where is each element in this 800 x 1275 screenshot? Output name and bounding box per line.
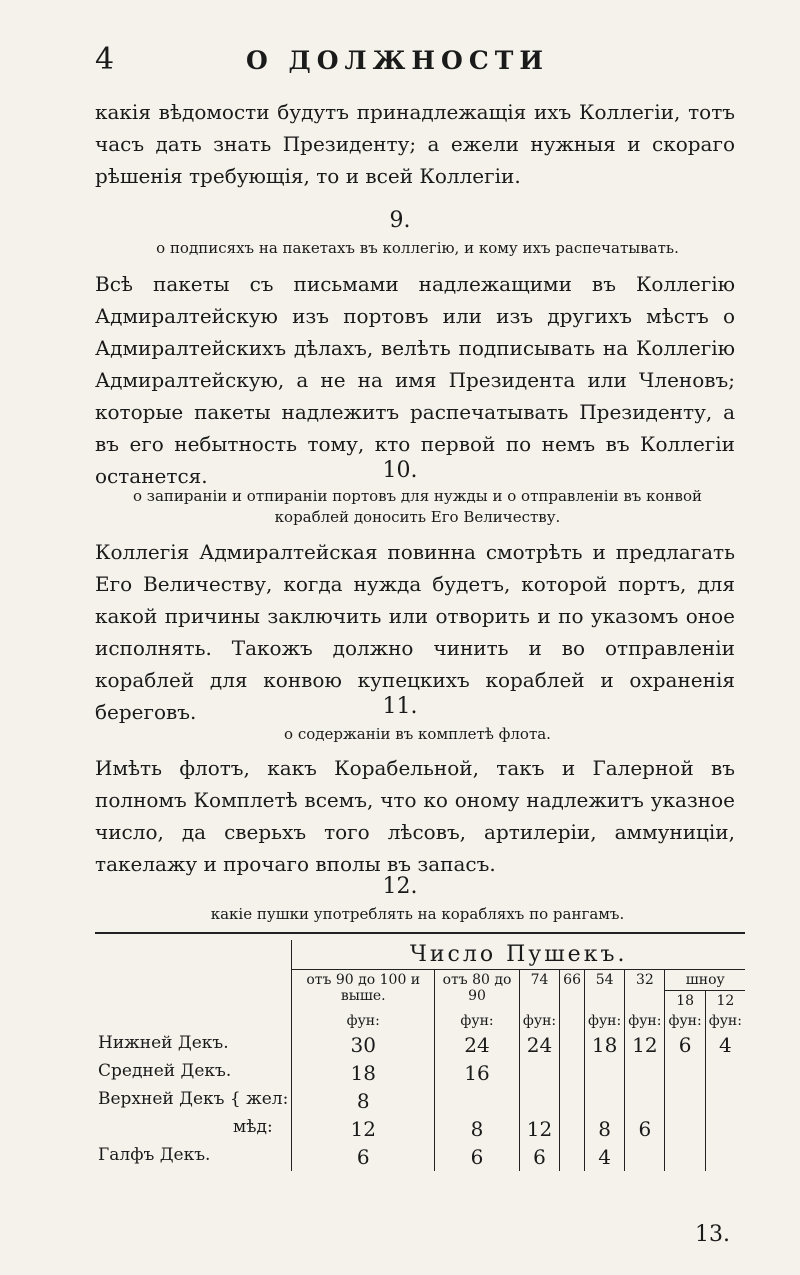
table-row (95, 1031, 745, 1059)
unit-label: фун: (435, 1011, 520, 1031)
guns-table (95, 940, 745, 1171)
unit-label: фун: (705, 1011, 745, 1031)
table-cell: 8 (292, 1087, 435, 1115)
table-cell: 6 (665, 1031, 705, 1059)
table-cell: 12 (625, 1031, 665, 1059)
table-cell: 6 (625, 1115, 665, 1143)
table-cell: 4 (584, 1143, 624, 1171)
row-label: Нижней Декъ. (98, 1033, 229, 1053)
section-number-11: 11. (382, 694, 418, 719)
section-text-10: Коллегія Адмиралтейская повинна смотрѣть и предлагать Его Величеству, когда нужда будетъ, которой портъ, для какой причины заключить или отворить и по указомъ оное исполнять. Такожъ должно чинить и во отправленіи кораблей для конвою купецкихъ кораблей и охраненія береговъ. (95, 540, 735, 724)
page-number: 4 (95, 42, 115, 77)
table-cell: 18 (584, 1031, 624, 1059)
section-number-10: 10. (382, 458, 418, 483)
table-top-rule (95, 932, 745, 934)
col-header: 12 (705, 991, 745, 1012)
table-cell: 6 (292, 1143, 435, 1171)
unit-label: фун: (584, 1011, 624, 1031)
section-title-9: о подписяхъ на пакетахъ въ коллегію, и кому ихъ распечатывать. (156, 239, 679, 257)
unit-label: фун: (665, 1011, 705, 1031)
table-cell: 6 (435, 1143, 520, 1171)
section-title-10: о запираніи и отпираніи портовъ для нужды и о отправленіи въ конвой кораблей доносить Его Величеству. (133, 487, 702, 526)
section-number-12: 12. (382, 874, 418, 899)
row-sublabel: жел: (246, 1089, 289, 1109)
row-label: Галфъ Декъ. (98, 1145, 211, 1165)
section-title-11: о содержаніи въ комплетѣ флота. (284, 725, 551, 743)
unit-label: фун: (625, 1011, 665, 1031)
section-text-9: Всѣ пакеты съ письмами надлежащими въ Коллегію Адмиралтейскую изъ портовъ или изъ другихъ мѣстъ о Адмиралтейскихъ дѣлахъ, велѣть подписывать на Коллегію Адмиралтейскую, а не на имя Президента или Членовъ; которые пакеты надлежитъ распечатывать Президенту, а въ его небытность тому, кто первой по немъ въ Коллегіи останется. (95, 272, 735, 488)
catchword: 13. (695, 1222, 730, 1247)
table-row: Верхней Декъ { жел: 8 (95, 1087, 745, 1115)
section-text-11: Имѣть флотъ, какъ Корабельной, такъ и Галерной въ полномъ Комплетѣ всемъ, что ко оному надлежитъ указное число, да сверьхъ того лѣсовъ, артилеріи, аммуниціи, такелажу и прочаго вполы въ запасъ. (95, 756, 735, 876)
col-header: 54 (584, 970, 624, 1012)
table-cell (560, 1031, 585, 1059)
table-row (95, 1059, 745, 1087)
col-header: 32 (625, 970, 665, 1012)
col-header: 18 (665, 991, 705, 1012)
intro-paragraph: какія вѣдомости будутъ принадлежащія ихъ Коллегіи, тотъ часъ дать знать Президенту; а ежели нужныя и скораго рѣшенія требующія, то и всей Коллегіи. (95, 100, 735, 188)
table-cell: 24 (519, 1031, 559, 1059)
table-cell: 8 (435, 1115, 520, 1143)
row-label: Верхней Декъ (98, 1089, 225, 1109)
table-cell: 4 (705, 1031, 745, 1059)
unit-label: фун: (519, 1011, 559, 1031)
table-title: Число Пушекъ. (292, 940, 745, 970)
col-header: 74 (519, 970, 559, 1012)
running-title: О ДОЛЖНОСТИ (246, 46, 549, 75)
table-row (95, 1143, 745, 1171)
col-header: отъ 90 до 100 и выше. (292, 970, 435, 1012)
row-sublabel: мѣд: (233, 1117, 273, 1137)
table-cell: 12 (519, 1115, 559, 1143)
section-title-12: какіе пушки употреблять на корабляхъ по рангамъ. (210, 905, 625, 923)
section-number-9: 9. (389, 208, 411, 233)
row-label: Средней Декъ. (98, 1061, 232, 1081)
col-header: отъ 80 до 90 (435, 970, 520, 1012)
table-cell: 18 (292, 1059, 435, 1087)
table-cell: 12 (292, 1115, 435, 1143)
page-header (95, 42, 700, 82)
table-cell: 16 (435, 1059, 520, 1087)
table-row (95, 1115, 745, 1143)
table-cell: 30 (292, 1031, 435, 1059)
table-cell: 6 (519, 1143, 559, 1171)
table-cell: 24 (435, 1031, 520, 1059)
table-cell: 8 (584, 1115, 624, 1143)
unit-label: фун: (292, 1011, 435, 1031)
col-header: 66 (560, 970, 585, 1012)
col-header-shnou: шноу (665, 970, 745, 991)
